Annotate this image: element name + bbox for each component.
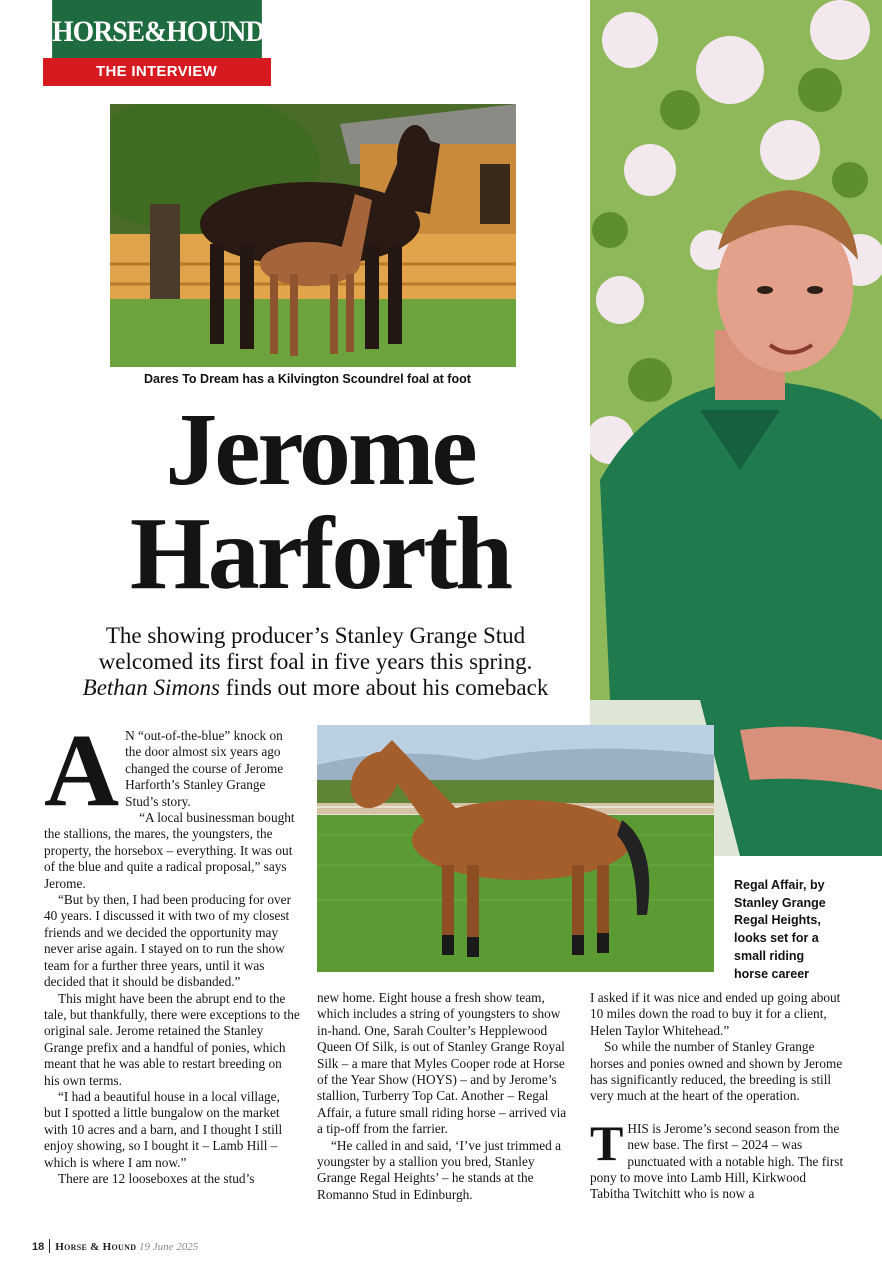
paragraph: There are 12 looseboxes at the stud’s: [58, 1170, 255, 1186]
standfirst-line-3: [38, 675, 593, 701]
mare-and-foal-photo: [110, 104, 516, 367]
paragraph: HIS is Jerome’s second season from the new base. The first – 2024 – was punctuated with a notable high. The first pony to move into Lamb Hill, Kirkwood Tabitha Twitchitt who is now a: [590, 1120, 844, 1202]
paragraph: So while the number of Stanley Grange horses and ponies owned and shown by Jerome has significantly reduced, the breeding is still very much at the heart of the operation.: [590, 1039, 843, 1104]
foal-photo-caption: Dares To Dream has a Kilvington Scoundrel foal at foot: [144, 372, 471, 386]
caption-line: Regal Heights,: [734, 913, 821, 928]
standfirst: [38, 623, 593, 701]
caption-line: small riding: [734, 948, 805, 963]
headline-line-1: Jerome: [165, 392, 475, 507]
article-column-2: [317, 990, 575, 1203]
caption-line: horse career: [734, 966, 810, 981]
issue-date: 19 June 2025: [139, 1241, 199, 1253]
page-number: 18: [32, 1241, 45, 1253]
standfirst-line-3-rest: finds out more about his comeback: [220, 675, 549, 700]
masthead-logo: [43, 0, 271, 86]
headline: [60, 392, 580, 611]
paragraph: “A local businessman bought the stallions, the mares, the youngsters, the property, the horsebox – everything. It was out of the blue and quite a radical proposal,” says Jerome.: [44, 810, 295, 891]
section-label: THE INTERVIEW: [43, 58, 271, 86]
caption-line: looks set for a: [734, 931, 819, 946]
caption-line: Stanley Grange: [734, 895, 826, 910]
drop-cap: T: [590, 1114, 624, 1171]
paragraph: “I had a beautiful house in a local village, but I spotted a little bungalow on the market with 10 acres and a barn, and I thought I still enjoy showing, so I bought it – Lamb Hill – which is where I am now.”: [44, 1088, 283, 1170]
paragraph: new home. Eight house a fresh show team, which includes a string of youngsters to show in-hand. One, Sarah Coulter’s Hepplewood Queen Of Silk, is out of Stanley Grange Royal Silk – a mare that Myles Cooper rode at Horse of the Year Show (HOYS) – and by Jerome’s stallion, Turberry Top Cat. Another – Regal Affair, a future small riding horse – arrived via a tip-off from the farrier.: [317, 990, 567, 1137]
publication-name: Horse & Hound: [55, 1241, 137, 1253]
drop-cap: A: [44, 713, 120, 828]
paragraph: “But by then, I had been producing for over 40 years. I discussed it with two of my closest friends and we decided the opportunity may never arise again. I stayed on to run the show team for a further three years, until it was decided that it should be disbanded.”: [44, 892, 291, 990]
paragraph: I asked if it was nice and ended up going about 10 miles down the road to buy it for a client, Helen Taylor Whitehead.”: [590, 990, 841, 1038]
page-footer: [32, 1239, 198, 1253]
paragraph: N “out-of-the-blue” knock on the door almost six years ago changed the course of Jerome Harforth’s Stanley Grange Stud’s story.: [125, 728, 284, 809]
headline-line-2: Harforth: [129, 496, 511, 611]
article-column-1: [44, 713, 300, 1187]
article-column-3: [590, 990, 848, 1203]
paragraph: This might have been the abrupt end to the tale, but thankfully, there were exceptions to the original sale. Jerome retained the Stanley Grange prefix and a handful of ponies, which meant that he was able to restart breeding on his own terms.: [44, 990, 300, 1088]
author-name: Bethan Simons: [82, 675, 221, 700]
caption-line: Regal Affair, by: [734, 878, 825, 892]
brand-name: HORSE&HOUND: [52, 0, 262, 58]
standfirst-line-1: The showing producer’s Stanley Grange Stud: [105, 623, 526, 648]
standfirst-line-2: welcomed its first foal in five years this spring.: [98, 649, 533, 674]
paragraph: “He called in and said, ‘I’ve just trimmed a youngster by a stallion you bred, Stanley Grange Regal Heights’ – he stands at the Romanno Stud in Edinburgh.: [317, 1137, 562, 1202]
regal-affair-photo: [317, 725, 714, 972]
regal-affair-caption: [734, 877, 854, 983]
